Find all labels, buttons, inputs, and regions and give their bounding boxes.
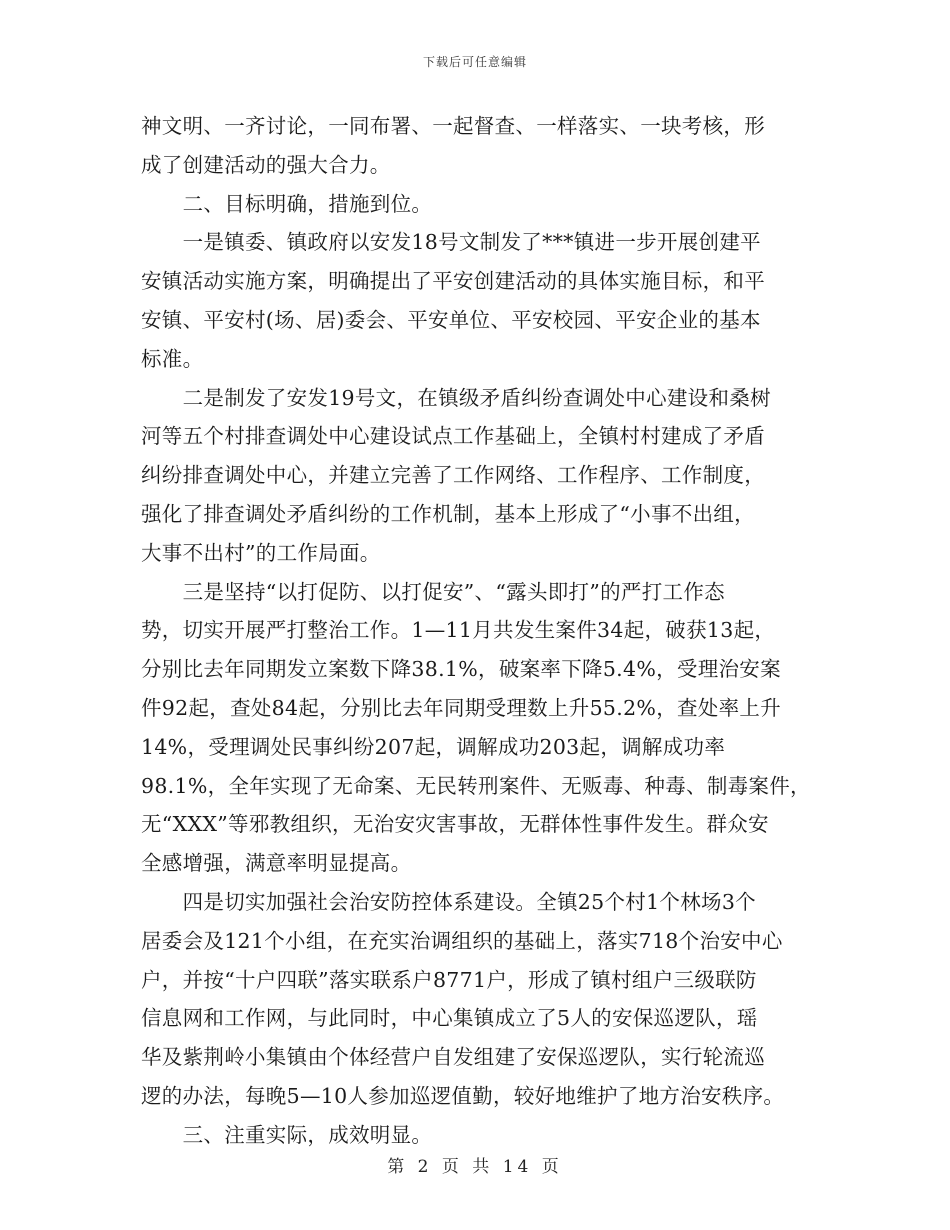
document-body xyxy=(141,107,813,1155)
paragraph-item-4: 四是切实加强社会治安防控体系建设。全镇25个村1个林场3个 居委会及121个小组，在充实治调组织的基础上，落实718个治安中心 户，并按“十户四联”落实联系户8771户，形成了镇村组户三级联防 信息网和工作网，与此同时，中心集镇成立了5人的安保巡逻队，瑶 华及紫荆岭小集镇由个体经营户自发组建了安保巡逻队，实行轮流巡 逻的办法，每晚5—10人参加巡逻值勤，较好地维护了地方治安秩序。 xyxy=(141,889,785,1108)
section-heading-2: 二、目标明确，措施到位。 xyxy=(141,191,433,216)
paragraph-item-3: 三是坚持“以打促防、以打促安”、“露头即打”的严打工作态 势，切实开展严打整治工作。1—11月共发生案件34起，破获13起， 分别比去年同期发立案数下降38.1%，破案率下降5.4%，受理治安案 件92起，查处84起，分别比去年同期受理数上升55.2%，查处率上升 14%，受理调处民事纠纷207起，调解成功203起，调解成功率 98.1%，全年实现了无命案、无民转刑案件、无贩毒、种毒、制毒案件， 无“XXX”等邪教组织，无治安灾害事故，无群体性事件发生。群众安 全感增强，满意率明显提高。 xyxy=(141,579,811,876)
paragraph-item-2: 二是制发了安发19号文，在镇级矛盾纠纷查调处中心建设和桑树 河等五个村排查调处中心建设试点工作基础上，全镇村村建成了矛盾 纠纷排查调处中心，并建立完善了工作网络、工作程序、工作制度， 强化了排查调处矛盾纠纷的工作机制，基本上形成了“小事不出组， 大事不出村”的工作局面。 xyxy=(141,385,771,565)
paragraph-continuation: 神文明、一齐讨论，一同布署、一起督查、一样落实、一块考核，形 成了创建活动的强大合力。 xyxy=(141,114,765,177)
header-note: 下载后可任意编辑 xyxy=(422,55,527,69)
section-heading-3: 三、注重实际，成效明显。 xyxy=(141,1122,433,1147)
paragraph-item-1: 一是镇委、镇政府以安发18号文制发了***镇进一步开展创建平 安镇活动实施方案，明确提出了平安创建活动的具体实施目标，和平 安镇、平安村(场、居)委会、平安单位、平安校园、平安企业的基本 标准。 xyxy=(141,230,765,371)
page-number: 第 2 页 共 14 页 xyxy=(387,1157,563,1177)
